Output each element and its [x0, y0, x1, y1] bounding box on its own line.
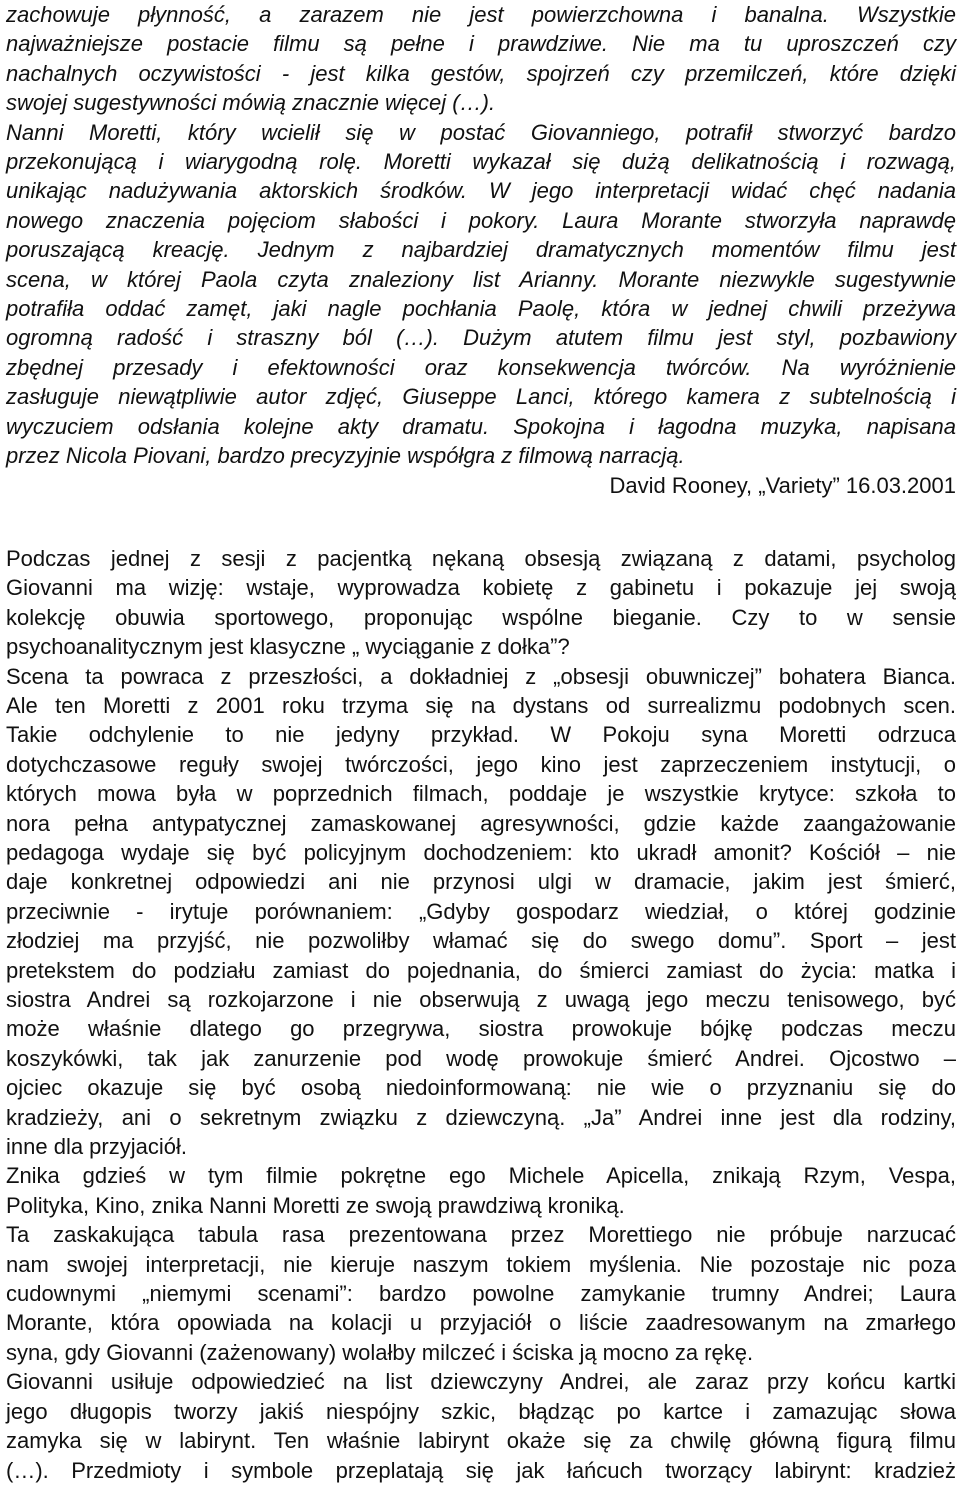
- essay-line: pretekstem do podziału zamiast do pojednania, do śmierci zamiast do życia: matka i: [6, 957, 956, 983]
- essay-line: Polityka, Kino, znika Nanni Moretti ze swoją prawdziwą kroniką.: [6, 1192, 625, 1218]
- review-line: scena, w której Paola czyta znaleziony list Arianny. Morante niezwykle sugestywnie: [6, 266, 956, 292]
- essay-paragraph-3: [6, 1161, 956, 1220]
- essay-line: kradzieży, ani o sekretnym związku z dziewczyną. „Ja” Andrei inne jest dla rodziny,: [6, 1104, 956, 1130]
- essay-line: daje konkretnej odpowiedzi ani nie przynosi ulgi w dramacie, jakim jest śmierć,: [6, 869, 956, 895]
- essay-line: siostra Andrei są rozkojarzone i nie obserwują z uwagą jego meczu tenisowego, być: [6, 987, 956, 1012]
- document-page: [6, 0, 956, 1485]
- review-line: nachalnych oczywistości - jest kilka gestów, spojrzeń czy przemilczeń, które dzięki: [6, 60, 956, 86]
- review-line: przez Nicola Piovani, bardzo precyzyjnie współgra z filmową narracją.: [6, 443, 685, 469]
- essay-line: cudownymi „niemymi scenami”: bardzo powolne zamykanie trumny Andrei; Laura: [6, 1281, 956, 1307]
- review-line: poruszającą kreację. Jednym z najbardziej dramatycznych momentów filmu jest: [6, 237, 956, 263]
- essay-line: koszykówki, tak jak zanurzenie pod wodę prowokuje śmierć Andrei. Ojcostwo –: [6, 1045, 956, 1071]
- essay-line: nora pełna antypatycznej zamaskowanej agresywności, gdzie każde zaangażowanie: [6, 810, 956, 836]
- review-quote: [6, 0, 956, 471]
- review-line: wyczuciem odsłania kolejne akty dramatu. Spokojna i łagodna muzyka, napisana: [6, 413, 956, 439]
- essay-line: Giovanni usiłuje odpowiedzieć na list dziewczyny Andrei, ale zaraz przy końcu kartki: [6, 1369, 956, 1395]
- review-line: zbędnej przesady i efektowności oraz konsekwencja twórców. Na wyróżnienie: [6, 354, 956, 380]
- essay-paragraph-5: [6, 1367, 956, 1485]
- essay-line: inne dla przyjaciół.: [6, 1134, 187, 1160]
- essay-line: Znika gdzieś w tym filmie pokrętne ego Michele Apicella, znikają Rzym, Vespa,: [6, 1163, 956, 1189]
- essay-line: Morante, która opowiada na kolacji u przyjaciół o liście zaadresowanym na zmarłego: [6, 1310, 956, 1336]
- essay-paragraph-2: [6, 662, 956, 1162]
- essay-line: kolekcję obuwia sportowego, proponując wspólne bieganie. Czy to w sensie: [6, 604, 956, 630]
- essay-line: (…). Przedmioty i symbole przeplatają się jak łańcuch tworzący labirynt: kradzież: [6, 1457, 956, 1483]
- essay-line: Giovanni ma wizję: wstaje, wyprowadza kobietę z gabinetu i pokazuje jej swoją: [6, 575, 956, 601]
- review-line: nowego znaczenia pojęciom słabości i pokory. Laura Morante stworzyła naprawdę: [6, 207, 956, 233]
- review-line: przekonującą i wiarygodną rolę. Moretti wykazał się dużą delikatnością i rozwagą,: [6, 149, 956, 175]
- review-line: unikając nadużywania aktorskich środków. W jego interpretacji widać chęć nadania: [6, 178, 956, 204]
- review-line: swojej sugestywności mówią znacznie więcej (…).: [6, 90, 496, 116]
- review-line: Nanni Moretti, który wcielił się w postać Giovanniego, potrafił stworzyć bardzo: [6, 119, 956, 145]
- review-line: ogromną radość i straszny ból (…). Dużym atutem filmu jest styl, pozbawiony: [6, 325, 956, 351]
- essay-paragraph-4: [6, 1220, 956, 1367]
- essay-paragraph-1: [6, 544, 956, 662]
- review-signature: David Rooney, „Variety” 16.03.2001: [609, 472, 956, 498]
- essay-line: psychoanalitycznym jest klasyczne „ wyciąganie z dołka”?: [6, 634, 570, 660]
- review-line: zasługuje niewątpliwie autor zdjęć, Giuseppe Lanci, którego kamera z subtelnością i: [6, 384, 956, 410]
- section-spacer: [6, 500, 956, 544]
- essay-line: Ta zaskakująca tabula rasa prezentowana przez Morettiego nie próbuje narzucać: [6, 1222, 956, 1248]
- essay-line: Podczas jednej z sesji z pacjentką nękaną obsesją związaną z datami, psycholog: [6, 545, 956, 571]
- essay-line: Takie odchylenie to nie jedyny przykład. W Pokoju syna Moretti odrzuca: [6, 722, 956, 748]
- essay-line: syna, gdy Giovanni (zażenowany) wolałby milczeć i ściska ją mocno za rękę.: [6, 1339, 754, 1365]
- essay-line: jego długopis tworzy jakiś niespójny szkic, błądząc po kartce i zamazując słowa: [6, 1398, 956, 1424]
- essay-line: nam swojej interpretacji, nie kieruje naszym tokiem myślenia. Nie pozostaje nic poza: [6, 1251, 956, 1277]
- review-line: zachowuje płynność, a zarazem nie jest powierzchowna i banalna. Wszystkie: [6, 2, 956, 27]
- essay-line: przeciwnie - irytuje porównaniem: „Gdyby gospodarz wiedział, o której godzinie: [6, 898, 956, 924]
- essay-line: pedagoga wydaje się być policyjnym dochodzeniem: kto ukradł amonit? Kościół – nie: [6, 839, 956, 865]
- essay-line: zamyka się w labirynt. Ten właśnie labirynt okaże się za chwilę główną figurą filmu: [6, 1428, 956, 1454]
- essay-line: ojciec okazuje się być osobą niedoinformowaną: nie wie o przyznaniu się do: [6, 1075, 956, 1101]
- essay-line: których mowa była w poprzednich filmach, poddaje je wszystkie krytyce: szkoła to: [6, 781, 956, 807]
- essay-line: dotychczasowe reguły swojej twórczości, jego kino jest zaprzeczeniem instytucji, o: [6, 751, 956, 777]
- review-line: potrafiła oddać zamęt, jaki nagle pochłania Paolę, która w jednej chwili przeżywa: [6, 296, 956, 322]
- review-line: najważniejsze postacie filmu są pełne i prawdziwe. Nie ma tu uproszczeń czy: [6, 31, 956, 57]
- essay-line: Scena ta powraca z przeszłości, a dokładniej z „obsesji obuwniczej” bohatera Bianca.: [6, 663, 956, 689]
- essay-line: może właśnie dlatego go przegrywa, siostra prowokuje bójkę podczas meczu: [6, 1016, 956, 1042]
- essay-line: Ale ten Moretti z 2001 roku trzyma się na dystans od surrealizmu podobnych scen.: [6, 692, 956, 718]
- essay-line: złodziej ma przyjść, nie pozwoliłby włamać się do swego domu”. Sport – jest: [6, 928, 956, 954]
